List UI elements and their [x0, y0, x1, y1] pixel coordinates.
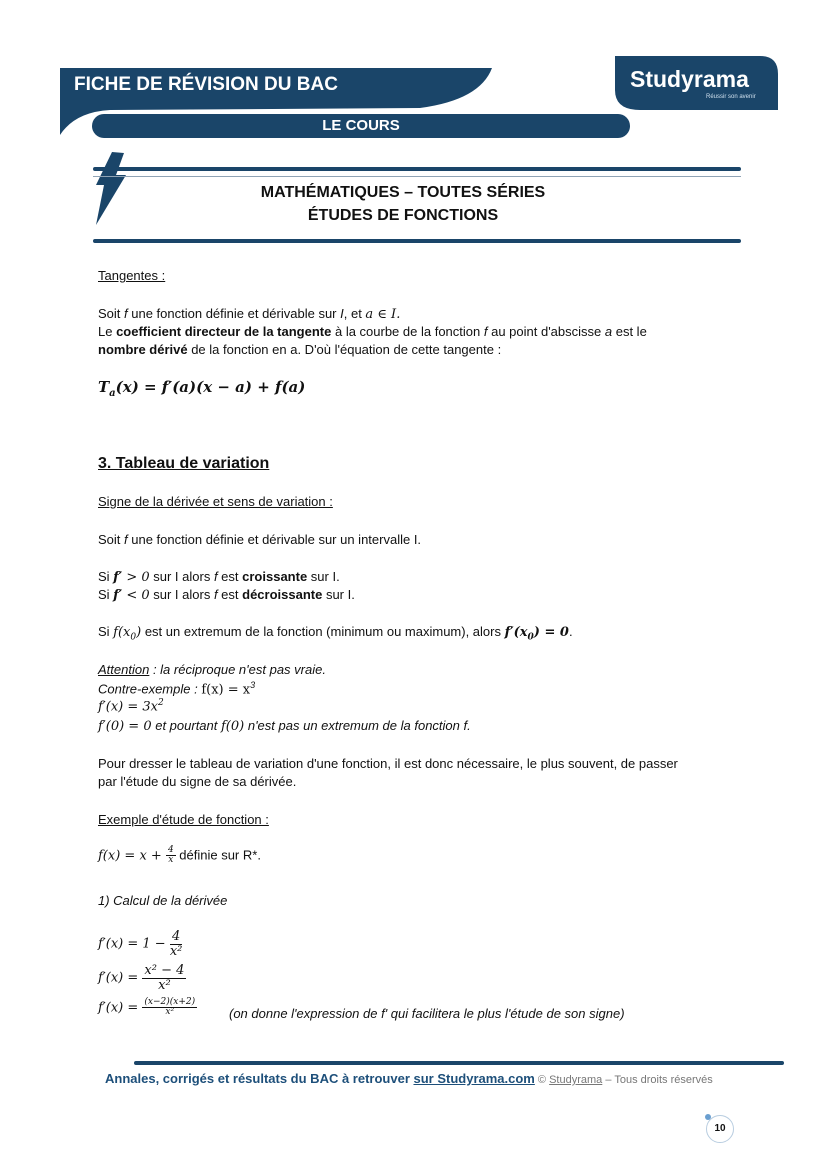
footer-rule	[134, 1061, 784, 1065]
tangentes-heading: Tangentes :	[98, 268, 166, 283]
tangentes-line1: Soit f une fonction définie et dérivable sur I, et a ∈ I.	[98, 306, 401, 322]
tangent-formula: $T_a(x) = f'(a)(x - a) + f(a)$	[98, 378, 306, 399]
step1-label: 1) Calcul de la dérivée	[98, 893, 228, 908]
page-dot-icon	[705, 1114, 711, 1120]
paragraph-line2: par l'étude du signe de sa dérivée.	[98, 774, 297, 789]
derivative-eq1: f′(x) = 1 − $\frac{4}{\text{x²}}$	[98, 929, 183, 959]
s3-line2: Si f′ > 0 sur I alors f est croissante sur I.	[98, 569, 340, 585]
studyrama-link[interactable]: sur Studyrama.com	[413, 1071, 535, 1086]
example-subheading: Exemple d'étude de fonction :	[98, 812, 269, 827]
example-function: f(x) = x + $\frac{4}{x}$ définie sur R*.	[98, 845, 261, 866]
counter-derivative: $f'(x) = 3x^2$	[98, 698, 164, 715]
banner-title: FICHE DE RÉVISION DU BAC	[74, 74, 338, 95]
s3-line3: Si f′ < 0 sur I alors f est décroissante sur I.	[98, 587, 355, 603]
derivative-eq2: f′(x) = $\frac{\text{x² − 4}}{\text{x²}}$	[98, 963, 185, 993]
subject-line1: MATHÉMATIQUES – TOUTES SÉRIES	[260, 184, 546, 201]
copyright-link[interactable]: Studyrama	[549, 1074, 603, 1086]
counter-derivative-zero: f′(0) = 0 et pourtant f(0) n'est pas un extremum de la fonction f.	[98, 718, 471, 734]
top-rule	[93, 167, 741, 171]
thin-rule	[93, 176, 741, 177]
page-number: 10	[706, 1115, 734, 1143]
s3-line1: Soit f une fonction définie et dérivable sur un intervalle I.	[98, 532, 422, 547]
tangentes-line2: Le coefficient directeur de la tangente à la courbe de la fonction f au point d'abscisse a est le	[98, 324, 647, 339]
subject-line2: ÉTUDES DE FONCTIONS	[307, 207, 499, 224]
tangentes-line3: nombre dérivé de la fonction en a. D'où l'équation de cette tangente :	[98, 342, 502, 357]
attention-note: Attention : la réciproque n'est pas vraie.	[98, 662, 326, 677]
footer: Annales, corrigés et résultats du BAC à retrouver sur Studyrama.com © Studyrama – Tous droits réservés	[105, 1071, 713, 1086]
s3-line4: Si $f(x_0)$ est un extremum de la fonction (minimum ou maximum), alors $f'(x_0) = 0$.	[98, 624, 573, 643]
section3-heading: 3. Tableau de variation	[98, 455, 270, 472]
bottom-rule	[93, 239, 741, 243]
studyrama-logo: Studyrama	[630, 66, 749, 92]
counter-example: Contre-exemple : $f(x) = x^3$	[98, 680, 256, 698]
section-label: LE COURS	[322, 117, 400, 134]
derivative-eq3: f′(x) = $\frac{(x-2)(x+2)}{\text{x²}}$	[98, 997, 196, 1018]
logo-tagline: Réussir son avenir	[706, 94, 756, 100]
paragraph-line1: Pour dresser le tableau de variation d'une fonction, il est donc nécessaire, le plus souvent, de passer	[98, 756, 678, 771]
sign-subheading: Signe de la dérivée et sens de variation :	[98, 494, 333, 509]
derivative-note: (on donne l'expression de f' qui facilitera le plus l'étude de son signe)	[229, 1006, 625, 1021]
